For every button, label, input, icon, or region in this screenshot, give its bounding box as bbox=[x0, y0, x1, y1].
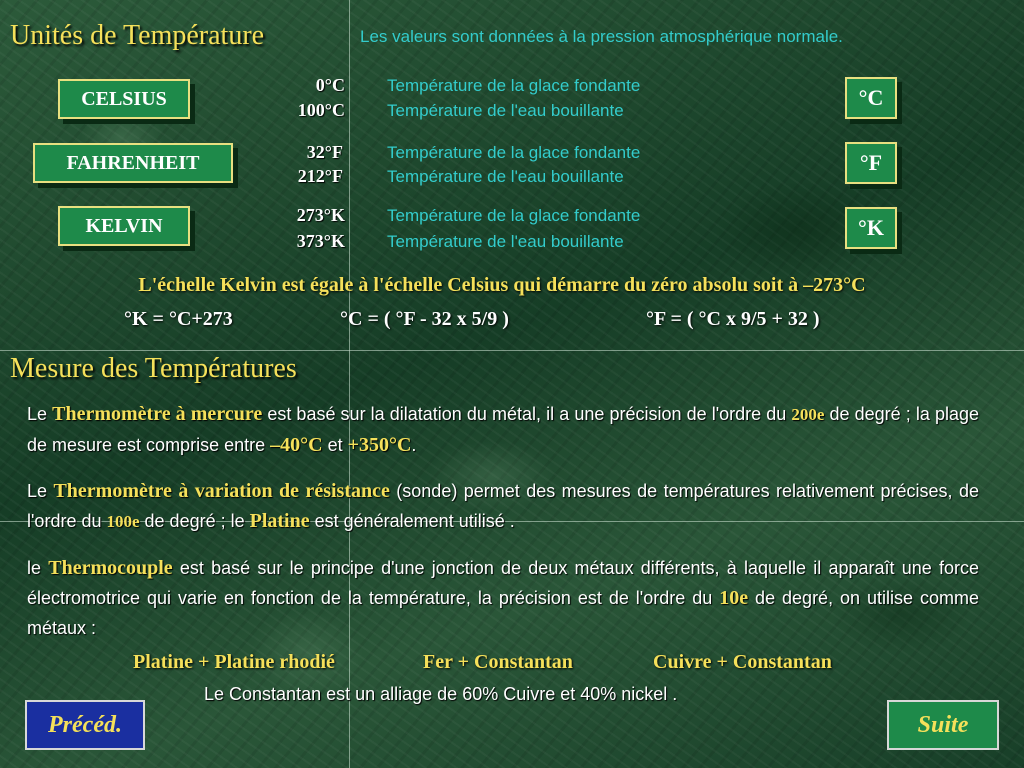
p1-text-d: et bbox=[322, 435, 348, 455]
thermocouple-precision: 10e bbox=[719, 587, 749, 609]
paragraph-resistance-thermometer bbox=[27, 476, 979, 537]
fahrenheit-low-desc: Température de la glace fondante bbox=[387, 143, 641, 162]
celsius-low-value: 0°C bbox=[315, 75, 345, 95]
vertical-guide-line bbox=[349, 0, 350, 768]
horizontal-guide-line-top bbox=[0, 350, 1024, 351]
fahrenheit-button[interactable]: FAHRENHEIT bbox=[33, 143, 233, 183]
pressure-note: Les valeurs sont données à la pression atmosphérique normale. bbox=[360, 27, 843, 46]
resistance-precision: 100e bbox=[106, 512, 140, 531]
metal-pair-1: Platine + Platine rhodié bbox=[133, 651, 335, 673]
metal-pair-2: Fer + Constantan bbox=[423, 651, 573, 673]
kelvin-button[interactable]: KELVIN bbox=[58, 206, 190, 246]
kelvin-high-value: 373°K bbox=[296, 231, 345, 251]
formula-fahrenheit: °F = ( °C x 9/5 + 32 ) bbox=[646, 308, 820, 330]
kelvin-high-desc: Température de l'eau bouillante bbox=[387, 232, 624, 251]
p2-text-a: Le bbox=[27, 481, 54, 501]
p1-text-c: de degré ; la plage de mesure est comprise entre bbox=[27, 404, 979, 455]
p1-text-a: Le bbox=[27, 404, 53, 424]
p1-text-e: . bbox=[411, 435, 417, 455]
section-title-units: Unités de Température bbox=[10, 20, 265, 51]
p3-text-a: le bbox=[27, 558, 49, 578]
p2-text-d: est généralement utilisé . bbox=[309, 511, 515, 531]
kelvin-low-value: 273°K bbox=[296, 205, 345, 225]
mercury-min-temp: –40°C bbox=[270, 434, 323, 456]
paragraph-thermocouple bbox=[27, 553, 979, 643]
p2-text-b: (sonde) permet des mesures de températures relativement précises, de l'ordre du bbox=[27, 481, 980, 531]
platinum-term: Platine bbox=[249, 510, 310, 532]
formula-kelvin: °K = °C+273 bbox=[124, 308, 233, 330]
p3-text-c: de degré, on utilise comme métaux : bbox=[27, 588, 979, 638]
formula-celsius: °C = ( °F - 32 x 5/9 ) bbox=[340, 308, 509, 330]
kelvin-scale-note: L'échelle Kelvin est égale à l'échelle Celsius qui démarre du zéro absolu soit à –273°C bbox=[138, 274, 866, 296]
p3-text-b: est basé sur le principe d'une jonction de deux métaux différents, à laquelle il apparaît une force électromotrice qui varie en fonction de la température, la précision est de l'ordre du bbox=[27, 558, 979, 608]
mercury-thermometer-term: Thermomètre à mercure bbox=[52, 403, 263, 425]
mercury-precision: 200e bbox=[791, 405, 825, 424]
celsius-high-value: 100°C bbox=[297, 100, 345, 120]
next-button[interactable]: Suite bbox=[887, 700, 999, 750]
kelvin-symbol-button[interactable]: °K bbox=[845, 207, 897, 249]
metal-pair-3: Cuivre + Constantan bbox=[653, 651, 832, 673]
section-title-measurement: Mesure des Températures bbox=[10, 353, 297, 384]
fahrenheit-high-value: 212°F bbox=[297, 166, 343, 186]
celsius-low-desc: Température de la glace fondante bbox=[387, 76, 641, 95]
celsius-button[interactable]: CELSIUS bbox=[58, 79, 190, 119]
celsius-high-desc: Température de l'eau bouillante bbox=[387, 101, 624, 120]
p1-text-b: est basé sur la dilatation du métal, il a une précision de l'ordre du bbox=[262, 404, 792, 424]
celsius-symbol-button[interactable]: °C bbox=[845, 77, 897, 119]
fahrenheit-low-value: 32°F bbox=[306, 142, 343, 162]
mercury-max-temp: +350°C bbox=[347, 434, 412, 456]
thermocouple-term: Thermocouple bbox=[48, 557, 173, 579]
constantan-note: Le Constantan est un alliage de 60% Cuivre et 40% nickel . bbox=[204, 684, 678, 704]
fahrenheit-symbol-button[interactable]: °F bbox=[845, 142, 897, 184]
resistance-thermometer-term: Thermomètre à variation de résistance bbox=[53, 480, 390, 502]
paragraph-mercury-thermometer bbox=[27, 399, 979, 460]
p2-text-c: de degré ; le bbox=[139, 511, 250, 531]
fahrenheit-high-desc: Température de l'eau bouillante bbox=[387, 167, 624, 186]
previous-button[interactable]: Précéd. bbox=[25, 700, 145, 750]
kelvin-low-desc: Température de la glace fondante bbox=[387, 206, 641, 225]
